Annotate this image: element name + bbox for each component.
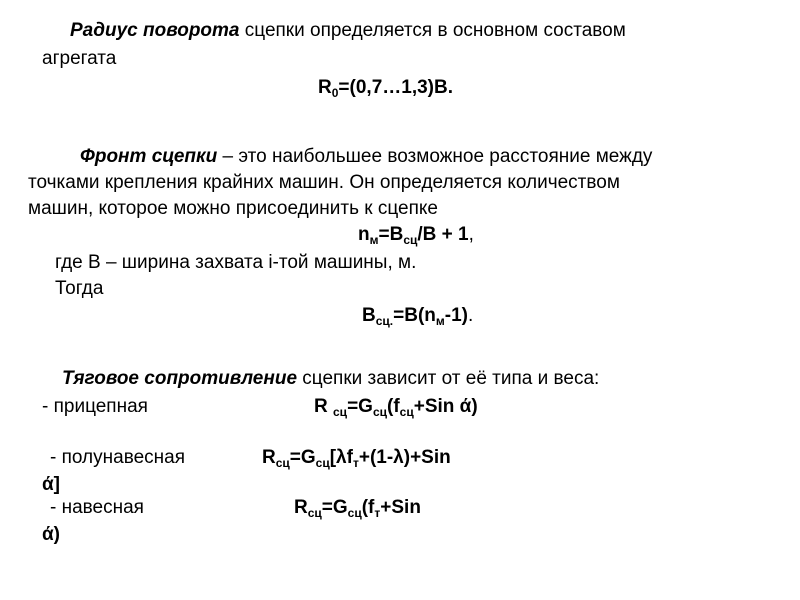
radius-paragraph-line-1 xyxy=(70,20,626,42)
radius-term: Радиус поворота xyxy=(70,20,240,41)
front-term: Фронт сцепки xyxy=(80,146,218,167)
front-text-3: машин, которое можно присоединить к сцепке xyxy=(28,198,439,219)
trailed-label: - прицепная xyxy=(42,396,148,417)
semi-mounted-label: - полунавесная xyxy=(50,447,185,468)
front-formula-width: $B_{сц.}=B(n_м-1)$. xyxy=(362,305,474,328)
front-formula-machine-count: $n_м=B_{сц}/B + 1$, xyxy=(358,224,474,247)
front-then-text: Тогда xyxy=(55,278,104,299)
radius-formula: $R_0=(0,7\dots 1,3)В$. xyxy=(318,77,453,100)
radius-text-1: сцепки определяется в основном составом xyxy=(239,20,626,41)
mounted-formula: $R_{сц}=G_{сц}(f_т+Sin$ xyxy=(294,497,421,520)
front-paragraph-line-2 xyxy=(28,172,620,194)
traction-term: Тяговое сопротивление xyxy=(62,368,298,389)
trailed-formula: R $_{сц}=G_{сц}(f_{сц}+Sin$ ά) xyxy=(314,396,478,419)
traction-text: сцепки зависит от её типа и веса: xyxy=(297,368,600,389)
mounted-label: - навесная xyxy=(50,497,144,518)
front-paragraph-line-3 xyxy=(28,198,438,220)
mounted-formula-continuation: ά) xyxy=(42,524,61,545)
front-paragraph-line-1 xyxy=(80,146,652,168)
front-text-2: точками крепления крайних машин. Он определяется количеством xyxy=(28,172,620,193)
front-text-1: – это наибольшее возможное расстояние между xyxy=(217,146,653,167)
semi-mounted-formula-continuation: ά] xyxy=(42,474,61,495)
radius-text-2: агрегата xyxy=(42,48,117,69)
semi-mounted-formula: $R_{сц}=G_{сц}[\lambda f_т+(1-\lambda)+Sin$ xyxy=(262,447,451,470)
radius-paragraph-line-2 xyxy=(42,48,116,70)
front-where-text: где В – ширина захвата i-той машины, м. xyxy=(55,252,417,273)
traction-paragraph-line-1 xyxy=(62,368,599,390)
